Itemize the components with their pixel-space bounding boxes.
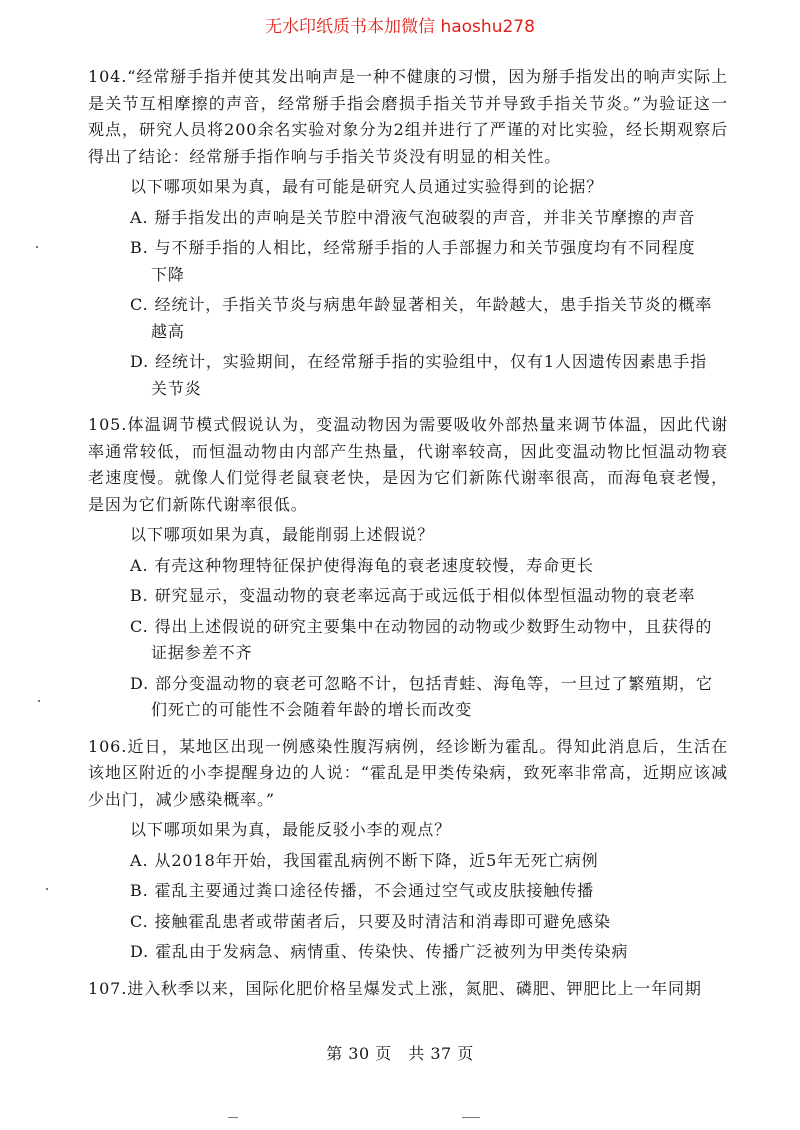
question-107	[88, 976, 728, 1003]
option-c	[130, 909, 728, 936]
option-text: 经统计，实验期间，在经常掰手指的实验组中，仅有1人因遗传因素患手指	[155, 352, 708, 371]
option-text-continued: 下降	[151, 264, 185, 284]
option-text: 与不掰手指的人相比，经常掰手指的人手部握力和关节强度均有不同程度	[154, 238, 696, 257]
option-label: C.	[130, 616, 149, 636]
option-text-continued: 证据参差不齐	[151, 643, 253, 662]
option-c	[130, 292, 728, 345]
option-text: 接触霍乱患者或带菌者后，只要及时清洁和消毒即可避免感染	[154, 911, 611, 931]
option-a	[130, 848, 728, 875]
option-label: C.	[130, 295, 149, 314]
option-label: A.	[130, 207, 149, 227]
scan-speck	[228, 1117, 238, 1118]
option-text: 部分变温动物的衰老可忽略不计，包括青蛙、海龟等，一旦过了繁殖期，它	[155, 673, 713, 693]
scan-speck	[36, 246, 38, 248]
question-prompt: 以下哪项如果为真，最能削弱上述假说？	[130, 525, 435, 544]
option-b	[130, 235, 728, 288]
option-text-continued: 越高	[151, 321, 185, 341]
watermark-header: 无水印纸质书本加微信 haoshu278	[265, 17, 535, 37]
scan-speck	[38, 700, 40, 702]
option-label: D.	[130, 942, 150, 961]
option-text-continued: 关节炎	[151, 378, 202, 398]
option-label: A.	[130, 850, 149, 870]
question-prompt: 以下哪项如果为真，最有可能是研究人员通过实验得到的论据？	[130, 177, 604, 196]
question-106	[88, 734, 728, 966]
option-d	[130, 349, 728, 402]
scan-speck	[46, 888, 48, 890]
option-text: 研究显示，变温动物的衰老率远高于或远低于相似体型恒温动物的衰老率	[154, 586, 696, 605]
option-text: 有壳这种物理特征保护使得海龟的衰老速度较慢，寿命更长	[154, 555, 594, 575]
option-a	[130, 553, 728, 580]
question-105	[88, 412, 728, 724]
scan-speck	[462, 1117, 480, 1118]
question-number: 107.	[88, 978, 128, 998]
page-number: 第 30 页 共 37 页	[326, 1044, 474, 1063]
option-label: B.	[130, 881, 149, 900]
question-text: “经常掰手指并使其发出响声是一种不健康的习惯，因为掰手指发出的响声实际上是关节互相摩擦的声音，经常掰手指会磨损手指关节并导致手指关节炎。”为验证这一观点，研究人员将200余名实验对象分为2组并进行了严谨的对比实验，经长期观察后得出了结论：经常掰手指作响与手指关节炎没有明显的相关性。	[88, 67, 728, 166]
question-stem	[88, 734, 728, 814]
option-label: C.	[130, 911, 149, 931]
question-104	[88, 64, 728, 402]
option-text: 霍乱由于发病急、病情重、传染快、传播广泛被列为甲类传染病	[155, 942, 629, 961]
option-text: 掰手指发出的声响是关节腔中滑液气泡破裂的声音，并非关节摩擦的声音	[154, 207, 696, 227]
option-b	[130, 878, 728, 905]
question-prompt: 以下哪项如果为真，最能反驳小李的观点？	[130, 820, 452, 839]
question-stem	[88, 976, 728, 1003]
option-d	[130, 671, 728, 724]
option-label: D.	[130, 673, 150, 693]
option-text: 经统计，手指关节炎与病患年龄显著相关，年龄越大，患手指关节炎的概率	[154, 295, 713, 314]
option-label: D.	[130, 352, 150, 371]
question-stem	[88, 412, 728, 518]
question-text: 近日，某地区出现一例感染性腹泻病例，经诊断为霍乱。得知此消息后，生活在该地区附近的小李提醒身边的人说：“霍乱是甲类传染病，致死率非常高，近期应该减少出门，减少感染概率。”	[88, 736, 728, 809]
question-list	[88, 64, 728, 1002]
option-label: A.	[130, 555, 149, 575]
option-d	[130, 939, 728, 966]
question-text: 进入秋季以来，国际化肥价格呈爆发式上涨，氮肥、磷肥、钾肥比上一年同期	[127, 978, 702, 998]
question-stem	[88, 64, 728, 170]
option-label: B.	[130, 238, 149, 257]
question-text: 体温调节模式假说认为，变温动物因为需要吸收外部热量来调节体温，因此代谢率通常较低，而恒温动物由内部产生热量，代谢率较高，因此变温动物比恒温动物衰老速度慢。就像人们觉得老鼠衰老快，是因为它们新陈代谢率很高，而海龟衰老慢，是因为它们新陈代谢率很低。	[88, 415, 728, 514]
question-number: 105.	[88, 415, 128, 434]
option-text: 从2018年开始，我国霍乱病例不断下降，近5年无死亡病例	[154, 850, 599, 870]
option-text-continued: 们死亡的可能性不会随着年龄的增长而改变	[151, 700, 473, 719]
option-text: 霍乱主要通过粪口途径传播，不会通过空气或皮肤接触传播	[154, 881, 595, 900]
question-number: 106.	[88, 736, 128, 756]
option-c	[130, 614, 728, 667]
option-a	[130, 205, 728, 232]
option-b	[130, 583, 728, 610]
question-number: 104.	[88, 67, 128, 86]
option-label: B.	[130, 586, 149, 605]
option-text: 得出上述假说的研究主要集中在动物园的动物或少数野生动物中，且获得的	[154, 616, 713, 636]
